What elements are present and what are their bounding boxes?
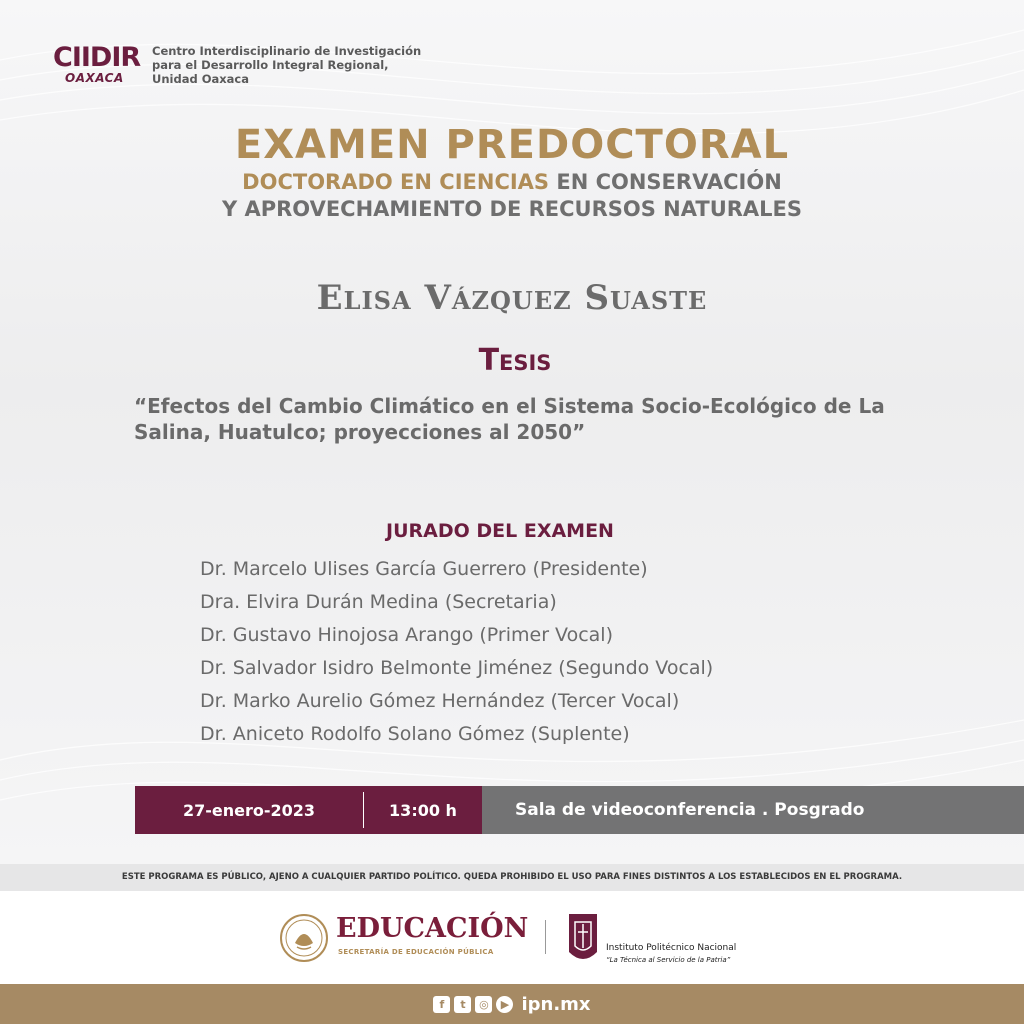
ipn-logo-icon (566, 912, 600, 968)
social-icons (433, 996, 513, 1013)
ciidir-logo (53, 44, 145, 88)
jury-member: Dra. Elvira Durán Medina (Secretaria) (200, 591, 557, 613)
jury-member: Dr. Gustavo Hinojosa Arango (Primer Vocal) (200, 624, 613, 646)
footer-social-bar (0, 984, 1024, 1024)
event-place: Sala de videoconferencia . Posgrado (482, 786, 1024, 834)
event-info-bar (135, 786, 1024, 834)
page-title: EXAMEN PREDOCTORAL (234, 122, 790, 168)
event-time: 13:00 h (389, 800, 457, 820)
jury-member: Dr. Marcelo Ulises García Guerrero (Presidente) (200, 558, 648, 580)
institution-line: Unidad Oaxaca (152, 72, 249, 86)
education-subtitle: SECRETARÍA DE EDUCACIÓN PÚBLICA (338, 948, 494, 956)
ipn-name: Instituto Politécnico Nacional (606, 943, 737, 953)
candidate-name: Elisa Vázquez Suaste (316, 278, 708, 318)
thesis-title: “Efectos del Cambio Climático en el Sistema Socio-Ecológico de La Salina, Huatulco; proyecciones al 2050” (134, 394, 885, 444)
facebook-icon[interactable]: f (433, 996, 450, 1013)
program-line-2: Y APROVECHAMIENTO DE RECURSOS NATURALES (221, 197, 803, 221)
jury-member: Dr. Aniceto Rodolfo Solano Gómez (Suplente) (200, 723, 630, 745)
instagram-icon[interactable]: ◎ (475, 996, 492, 1013)
program-name: DOCTORADO EN CIENCIAS (242, 170, 550, 194)
institution-line: Centro Interdisciplinario de Investigación (152, 44, 422, 58)
program-name-rest: EN CONSERVACIÓN (549, 170, 782, 194)
logo-main-text: CIIDIR (53, 42, 141, 73)
ipn-motto: “La Técnica al Servicio de la Patria” (606, 956, 731, 964)
program-line-1 (0, 170, 1024, 194)
education-title: EDUCACIÓN (336, 913, 529, 944)
institution-line: para el Desarrollo Integral Regional, (152, 58, 389, 72)
jury-member: Dr. Salvador Isidro Belmonte Jiménez (Segundo Vocal) (200, 657, 714, 679)
thesis-label: Tesis (478, 343, 552, 378)
divider (545, 920, 546, 954)
website-link[interactable]: ipn.mx (521, 993, 591, 1015)
jury-list (200, 556, 713, 754)
institution-name (152, 44, 452, 86)
youtube-icon[interactable]: ▶ (496, 996, 513, 1013)
logo-sub-text: OAXACA (65, 71, 124, 85)
jury-title: JURADO DEL EXAMEN (386, 520, 614, 542)
jury-member: Dr. Marko Aurelio Gómez Hernández (Tercer Vocal) (200, 690, 680, 712)
disclaimer: ESTE PROGRAMA ES PÚBLICO, AJENO A CUALQUIER PARTIDO POLÍTICO. QUEDA PROHIBIDO EL USO PARA FINES DISTINTOS A LOS ESTABLECIDOS EN EL PROGRAMA. (0, 864, 1024, 891)
date-time-block (135, 786, 482, 834)
event-date: 27-enero-2023 (182, 800, 316, 820)
twitter-icon[interactable]: t (454, 996, 471, 1013)
mexico-seal-icon (279, 913, 329, 963)
